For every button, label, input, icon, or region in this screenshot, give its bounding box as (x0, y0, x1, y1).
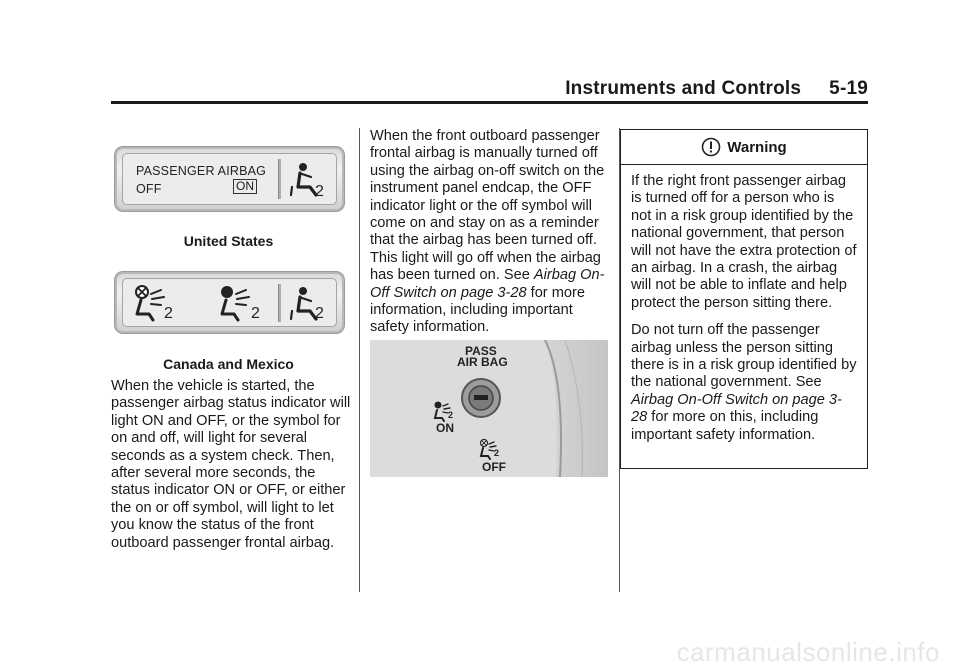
airbag-on-icon (216, 284, 256, 322)
column-divider-1 (359, 128, 360, 592)
icon-number-2: 2 (251, 305, 261, 322)
watermark: carmanualsonline.info (676, 637, 940, 667)
airbag-off-paragraph (370, 128, 610, 337)
airbag-switch-photo (370, 340, 608, 477)
panel-passenger-airbag-label: PASSENGER AIRBAG (136, 164, 267, 178)
canada-indicator-panel (114, 271, 345, 334)
warning-paragraph-1: If the right front passenger airbag is turned off for a person who is not in a risk group identified by the national government, that person will not have the extra protection of an airbag. In a crash, the airbag will not be able to inflate and help protect the person sitting there. (631, 173, 857, 311)
column-1-text (111, 378, 351, 552)
seated-passenger-airbag-icon (289, 285, 337, 323)
panel-separator (278, 159, 281, 199)
warning-icon (701, 137, 721, 157)
page-header (565, 78, 868, 100)
status-indicator-paragraph: When the vehicle is started, the passenger airbag status indicator will light ON and OFF, or the symbol for on and off, will light for several seconds as a system check. Then, after several more seconds, the status indicator ON or OFF, or either the on or off symbol, will light to let you know the status of the front outboard passenger frontal airbag. (111, 378, 351, 551)
warning-xref-airbag-switch: Airbag On-Off Switch on page 3-28 (631, 391, 842, 426)
warning-box (620, 129, 868, 469)
icon-number: 2 (315, 183, 325, 200)
seated-passenger-airbag-icon (289, 161, 337, 199)
paragraph-text: When the front outboard passenger frontal airbag is manually turned off using the airbag on-off switch on the instrument panel endcap, the OFF indicator light or the off symbol will come on and stay on as a reminder that the airbag has been turned off. This light will go off when the airbag has been turned on. See (370, 128, 605, 284)
label-air-bag: AIR BAG (457, 355, 508, 369)
section-title: Instruments and Controls (565, 78, 802, 99)
panel-on-label: ON (233, 179, 257, 194)
column-2-text (370, 128, 610, 337)
warning-header (621, 130, 867, 165)
label-pass: PASS (465, 344, 497, 358)
label-on: ON (436, 421, 454, 435)
caption-united-states: United States (183, 233, 274, 249)
header-rule (111, 101, 868, 104)
caption-canada-mexico: Canada and Mexico (163, 356, 294, 372)
label-off: OFF (482, 460, 506, 474)
warning-paragraph-2 (631, 322, 857, 444)
warning-paragraph-2-tail: for more on this, including important safety information. (631, 409, 819, 443)
warning-body (621, 165, 867, 444)
on-icon-number: 2 (448, 410, 454, 420)
warning-paragraph-2-text: Do not turn off the passenger airbag unless the person sitting there is in a risk group identified by the national government. See (631, 322, 857, 391)
us-indicator-panel (114, 146, 345, 212)
panel-separator (278, 284, 281, 322)
icon-number-3: 2 (315, 305, 325, 322)
panel-off-label: OFF (136, 182, 162, 196)
icon-number-1: 2 (164, 305, 174, 322)
paragraph-tail: for more information, including important safety information. (370, 284, 585, 336)
xref-airbag-switch: Airbag On-Off Switch on page 3-28 (370, 267, 605, 301)
page-number: 5-19 (829, 78, 868, 99)
warning-title: Warning (727, 138, 787, 156)
off-icon-number: 2 (494, 448, 500, 458)
